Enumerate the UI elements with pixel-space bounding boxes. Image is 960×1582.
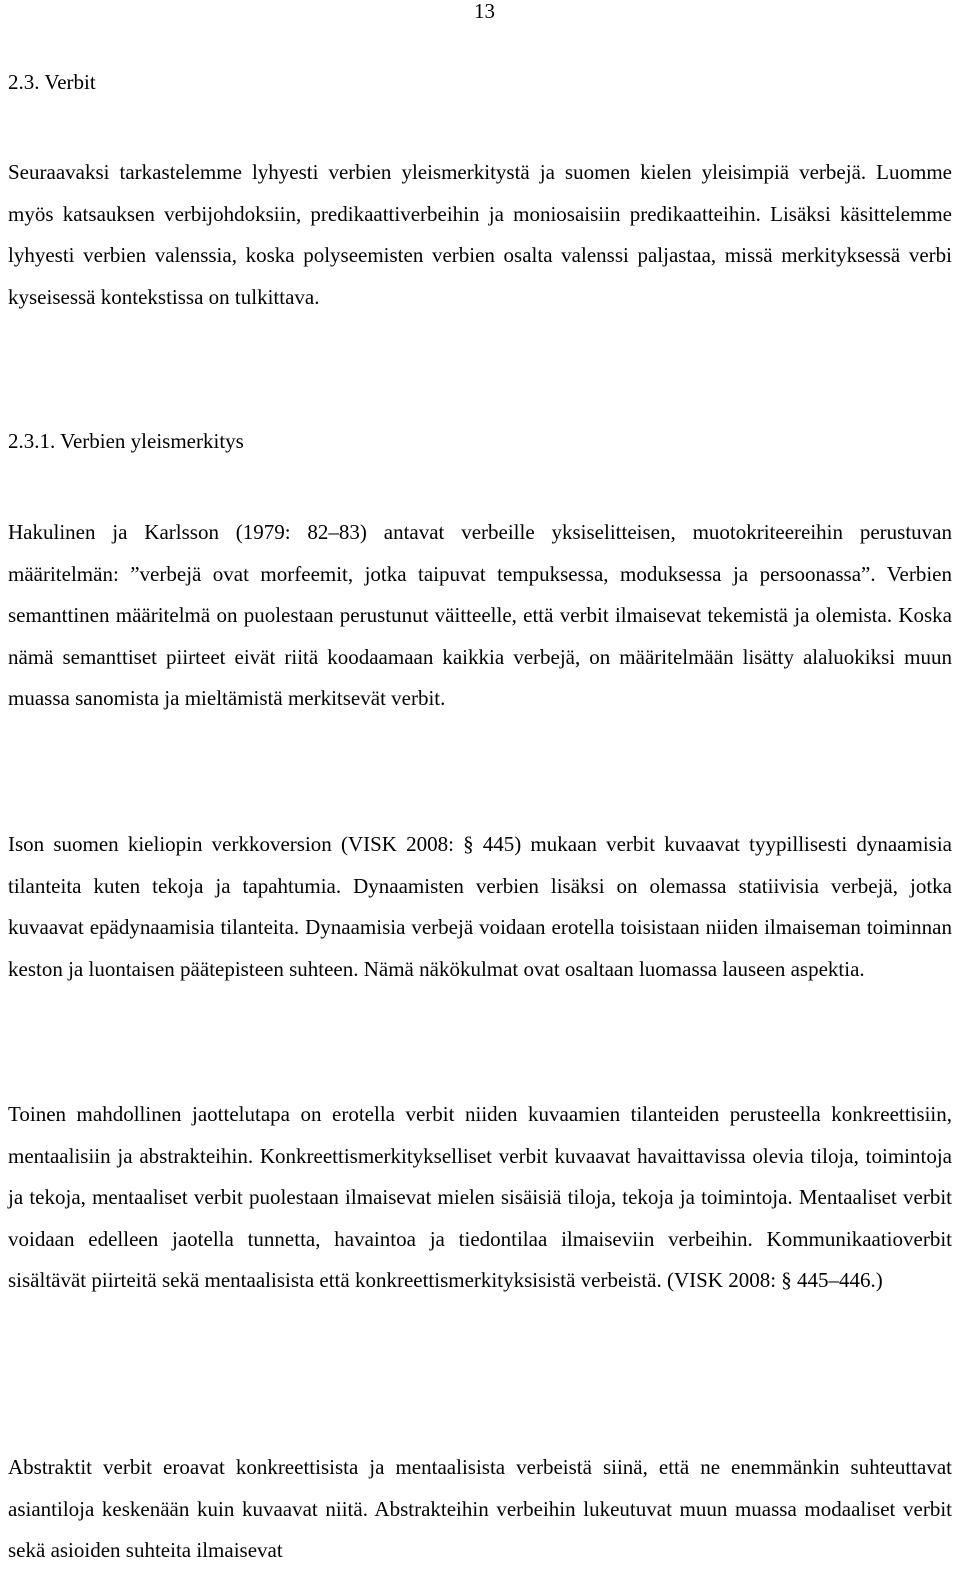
subsection-heading: 2.3.1. Verbien yleismerkitys <box>8 429 244 453</box>
page-number: 13 <box>474 0 495 23</box>
paragraph-visk: Ison suomen kieliopin verkkoversion (VISK 2008: § 445) mukaan verbit kuvaavat tyypillisesti dynaamisia tilanteita kuten tekoja ja tapahtumia. Dynaamisten verbien lisäksi on olemassa statiivisia verbejä, jotka kuvaavat epädynaamisia tilanteita. Dynaamisia verbejä voidaan erotella toisistaan niiden ilmaiseman toiminnan keston ja luontaisen päätepisteen suhteen. Nämä näkökulmat ovat osaltaan luomassa lauseen aspektia. <box>8 832 952 981</box>
paragraph-intro: Seuraavaksi tarkastelemme lyhyesti verbien yleismerkitystä ja suomen kielen yleisimpiä verbejä. Luomme myös katsauksen verbijohdoksiin, predikaattiverbeihin ja moniosaisiin predikaatteihin. Lisäksi käsittelemme lyhyesti verbien valenssia, koska polyseemisten verbien osalta valenssi paljastaa, missä merkityksessä verbi kyseisessä kontekstissa on tulkittava. <box>8 160 952 309</box>
paragraph-abstract-verbs: Abstraktit verbit eroavat konkreettisista ja mentaalisista verbeistä siinä, että ne enemmänkin suhteuttavat asiantiloja keskenään kuin kuvaavat niitä. Abstrakteihin verbeihin lukeutuvat muun muassa modaaliset verbit sekä asioiden suhteita ilmaisevat <box>8 1455 952 1562</box>
section-heading: 2.3. Verbit <box>8 70 96 94</box>
paragraph-definition: Hakulinen ja Karlsson (1979: 82–83) antavat verbeille yksiselitteisen, muotokriteereihin perustuvan määritelmän: ”verbejä ovat morfeemit, jotka taipuvat tempuksessa, moduksessa ja persoonassa”. Verbien semanttinen määritelmä on puolestaan perustunut väitteelle, että verbit ilmaisevat tekemistä ja olemista. Koska nämä semanttiset piirteet eivät riitä koodaamaan kaikkia verbejä, on määritelmään lisätty alaluokiksi muun muassa sanomista ja mieltämistä merkitsevät verbit. <box>8 520 952 710</box>
paragraph-classification: Toinen mahdollinen jaottelutapa on erotella verbit niiden kuvaamien tilanteiden perusteella konkreettisiin, mentaalisiin ja abstrakteihin. Konkreettismerkitykselliset verbit kuvaavat havaittavissa olevia tiloja, toimintoja ja tekoja, mentaaliset verbit puolestaan ilmaisevat mielen sisäisiä tiloja, tekoja ja toimintoja. Mentaaliset verbit voidaan edelleen jaotella tunnetta, havaintoa ja tiedontilaa ilmaiseviin verbeihin. Kommunikaatioverbit sisältävät piirteitä sekä mentaalisista että konkreettismerkityksisistä verbeistä. (VISK 2008: § 445–446.) <box>8 1102 952 1292</box>
